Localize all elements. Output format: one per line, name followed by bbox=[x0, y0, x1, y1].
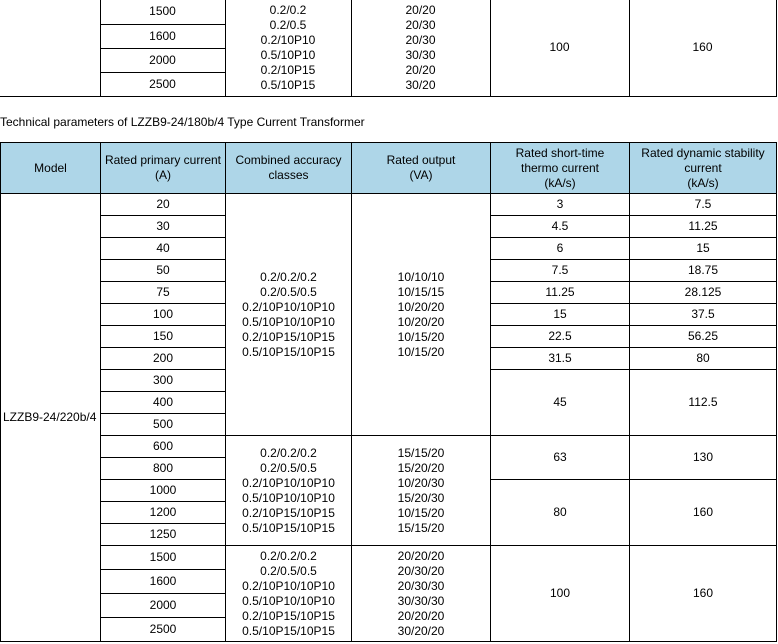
top-primary-current: 2000 bbox=[100, 49, 225, 73]
top-thermo-current: 100 bbox=[490, 0, 629, 97]
dynamic-cell: 112.5 bbox=[630, 370, 777, 436]
dynamic-cell: 18.75 bbox=[630, 260, 777, 282]
primary-current-cell: 100 bbox=[101, 304, 226, 326]
dynamic-cell: 11.25 bbox=[630, 216, 777, 238]
output-group-1: 10/10/10 10/15/15 10/20/20 10/20/20 10/15/20 10/15/20 bbox=[352, 194, 491, 436]
dynamic-cell: 130 bbox=[630, 436, 777, 480]
primary-current-cell: 2500 bbox=[101, 618, 226, 642]
dynamic-cell: 37.5 bbox=[630, 304, 777, 326]
top-model-cell bbox=[0, 0, 100, 97]
header-thermo: Rated short-time thermo current (kA/s) bbox=[491, 143, 630, 194]
primary-current-cell: 1250 bbox=[101, 524, 226, 546]
header-dynamic: Rated dynamic stability current (kA/s) bbox=[630, 143, 777, 194]
table-row bbox=[1, 546, 777, 570]
dynamic-cell: 160 bbox=[630, 546, 777, 642]
thermo-cell: 11.25 bbox=[491, 282, 630, 304]
thermo-cell: 4.5 bbox=[491, 216, 630, 238]
top-partial-table bbox=[0, 0, 777, 97]
top-dynamic-current: 160 bbox=[629, 0, 776, 97]
primary-current-cell: 150 bbox=[101, 326, 226, 348]
primary-current-cell: 800 bbox=[101, 458, 226, 480]
primary-current-cell: 400 bbox=[101, 392, 226, 414]
primary-current-cell: 1500 bbox=[101, 546, 226, 570]
table-row bbox=[1, 194, 777, 216]
primary-current-cell: 1200 bbox=[101, 502, 226, 524]
thermo-cell: 15 bbox=[491, 304, 630, 326]
primary-current-cell: 40 bbox=[101, 238, 226, 260]
primary-current-cell: 30 bbox=[101, 216, 226, 238]
primary-current-cell: 50 bbox=[101, 260, 226, 282]
thermo-cell: 100 bbox=[491, 546, 630, 642]
header-row bbox=[1, 143, 777, 194]
thermo-cell: 80 bbox=[491, 480, 630, 546]
top-rated-output: 20/20 20/30 20/30 30/30 20/20 30/20 bbox=[351, 0, 490, 97]
dynamic-cell: 15 bbox=[630, 238, 777, 260]
header-model: Model bbox=[1, 143, 101, 194]
primary-current-cell: 2000 bbox=[101, 594, 226, 618]
dynamic-cell: 160 bbox=[630, 480, 777, 546]
thermo-cell: 22.5 bbox=[491, 326, 630, 348]
thermo-cell: 31.5 bbox=[491, 348, 630, 370]
header-accuracy: Combined accuracy classes bbox=[226, 143, 352, 194]
dynamic-cell: 56.25 bbox=[630, 326, 777, 348]
primary-current-cell: 600 bbox=[101, 436, 226, 458]
top-accuracy-classes: 0.2/0.2 0.2/0.5 0.2/10P10 0.5/10P10 0.2/10P15 0.5/10P15 bbox=[225, 0, 351, 97]
primary-current-cell: 200 bbox=[101, 348, 226, 370]
accuracy-group-3: 0.2/0.2/0.2 0.2/0.5/0.5 0.2/10P10/10P10 0.5/10P10/10P10 0.2/10P15/10P15 0.5/10P15/10P15 bbox=[226, 546, 352, 642]
model-cell: LZZB9-24/220b/4 bbox=[1, 194, 101, 642]
primary-current-cell: 75 bbox=[101, 282, 226, 304]
primary-current-cell: 20 bbox=[101, 194, 226, 216]
thermo-cell: 7.5 bbox=[491, 260, 630, 282]
primary-current-cell: 300 bbox=[101, 370, 226, 392]
top-primary-current: 2500 bbox=[100, 73, 225, 97]
accuracy-group-2: 0.2/0.2/0.2 0.2/0.5/0.5 0.2/10P10/10P10 0.5/10P10/10P10 0.2/10P15/10P15 0.5/10P15/10P15 bbox=[226, 436, 352, 546]
table-row bbox=[1, 436, 777, 458]
header-output: Rated output (VA) bbox=[352, 143, 491, 194]
thermo-cell: 6 bbox=[491, 238, 630, 260]
thermo-cell: 45 bbox=[491, 370, 630, 436]
output-group-2: 15/15/20 15/20/20 10/20/30 15/20/30 10/15/20 15/15/20 bbox=[352, 436, 491, 546]
table-caption: Technical parameters of LZZB9-24/180b/4 Type Current Transformer bbox=[0, 115, 365, 129]
thermo-cell: 3 bbox=[491, 194, 630, 216]
dynamic-cell: 7.5 bbox=[630, 194, 777, 216]
primary-current-cell: 1000 bbox=[101, 480, 226, 502]
top-primary-current: 1500 bbox=[100, 0, 225, 25]
accuracy-group-1: 0.2/0.2/0.2 0.2/0.5/0.5 0.2/10P10/10P10 0.5/10P10/10P10 0.2/10P15/10P15 0.5/10P15/10P15 bbox=[226, 194, 352, 436]
header-primary-current: Rated primary current (A) bbox=[101, 143, 226, 194]
parameters-table bbox=[0, 142, 777, 642]
thermo-cell: 63 bbox=[491, 436, 630, 480]
primary-current-cell: 1600 bbox=[101, 570, 226, 594]
dynamic-cell: 28.125 bbox=[630, 282, 777, 304]
dynamic-cell: 80 bbox=[630, 348, 777, 370]
top-primary-current: 1600 bbox=[100, 25, 225, 49]
primary-current-cell: 500 bbox=[101, 414, 226, 436]
output-group-3: 20/20/20 20/30/20 20/30/30 30/30/30 20/20/20 30/20/20 bbox=[352, 546, 491, 642]
